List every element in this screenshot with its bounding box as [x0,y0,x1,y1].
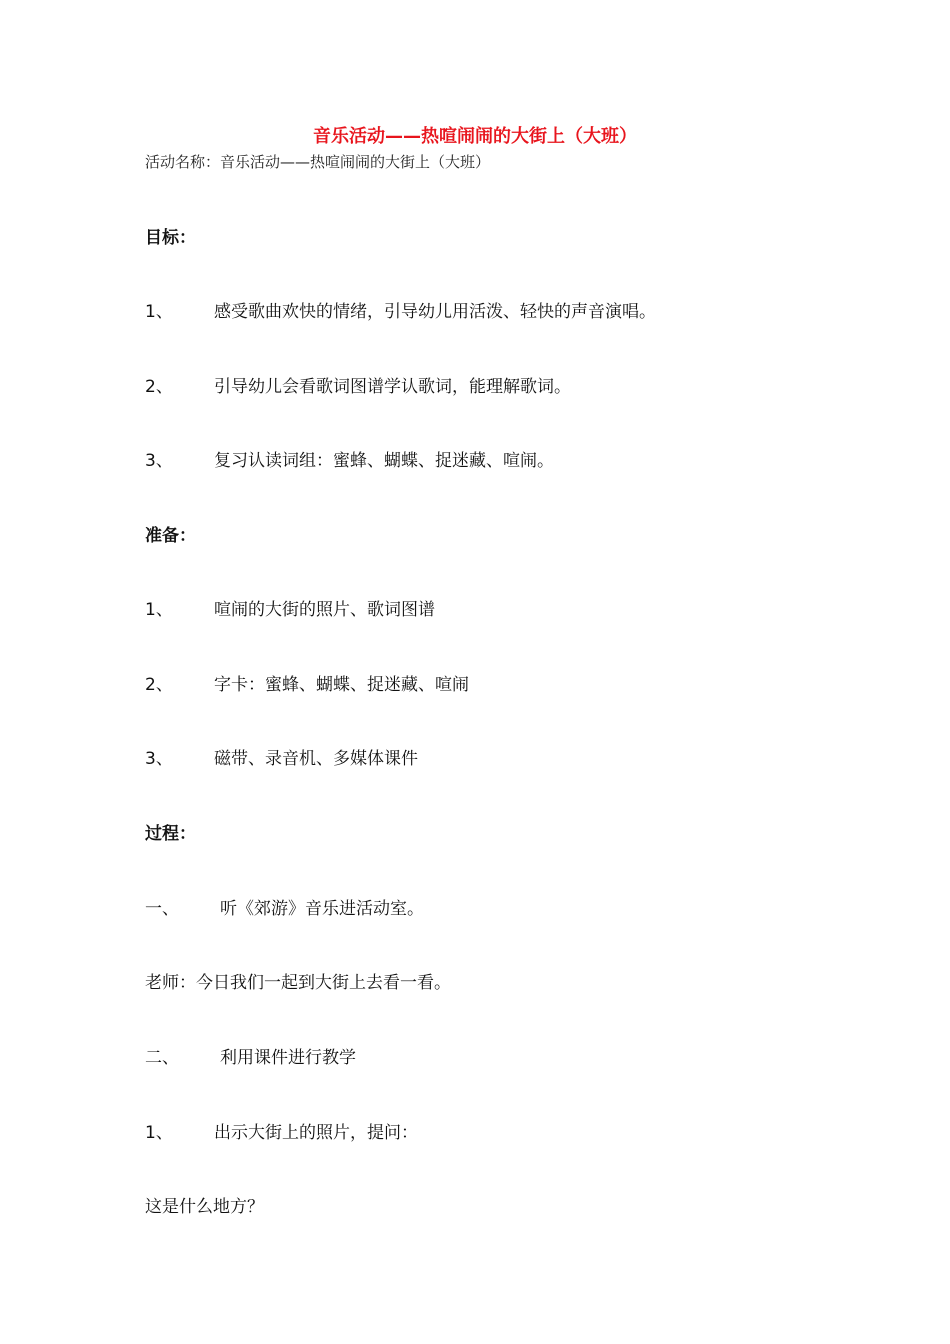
document-title: 音乐活动——热喧闹闹的大街上（大班） [313,126,637,147]
step-text: 听《郊游》音乐进活动室。 [220,899,424,919]
goals-heading: 目标： [145,228,196,248]
goal-text: 引导幼儿会看歌词图谱学认歌词，能理解歌词。 [214,377,571,397]
preparation-item-3 [145,746,418,772]
step-text: 利用课件进行教学 [220,1048,356,1068]
teacher-line: 老师：今日我们一起到大街上去看一看。 [145,973,451,993]
goal-number: 2、 [145,377,173,397]
process-step-1 [145,896,424,922]
goal-number: 1、 [145,302,173,322]
activity-name: 活动名称：音乐活动——热喧闹闹的大街上（大班） [145,153,491,171]
preparation-number: 3、 [145,749,173,769]
goal-number: 3、 [145,451,173,471]
process-step-2 [145,1045,356,1071]
preparation-text: 磁带、录音机、多媒体课件 [214,749,418,769]
step-number: 一、 [145,899,179,919]
sub-step-text: 出示大街上的照片，提问： [214,1123,418,1143]
preparation-item-1 [145,597,435,623]
goal-text: 感受歌曲欢快的情绪，引导幼儿用活泼、轻快的声音演唱。 [214,302,656,322]
preparation-text: 字卡：蜜蜂、蝴蝶、捉迷藏、喧闹 [214,675,469,695]
process-heading: 过程： [145,824,196,844]
sub-step-number: 1、 [145,1123,173,1143]
question-line: 这是什么地方？ [145,1197,264,1217]
goal-item-3 [145,448,554,474]
process-sub-step-1 [145,1120,418,1146]
preparation-item-2 [145,672,469,698]
goal-text: 复习认读词组：蜜蜂、蝴蝶、捉迷藏、喧闹。 [214,451,554,471]
preparation-number: 1、 [145,600,173,620]
preparation-number: 2、 [145,675,173,695]
goal-item-1 [145,299,656,325]
goal-item-2 [145,374,571,400]
preparation-heading: 准备： [145,526,196,546]
step-number: 二、 [145,1048,179,1068]
preparation-text: 喧闹的大街的照片、歌词图谱 [214,600,435,620]
